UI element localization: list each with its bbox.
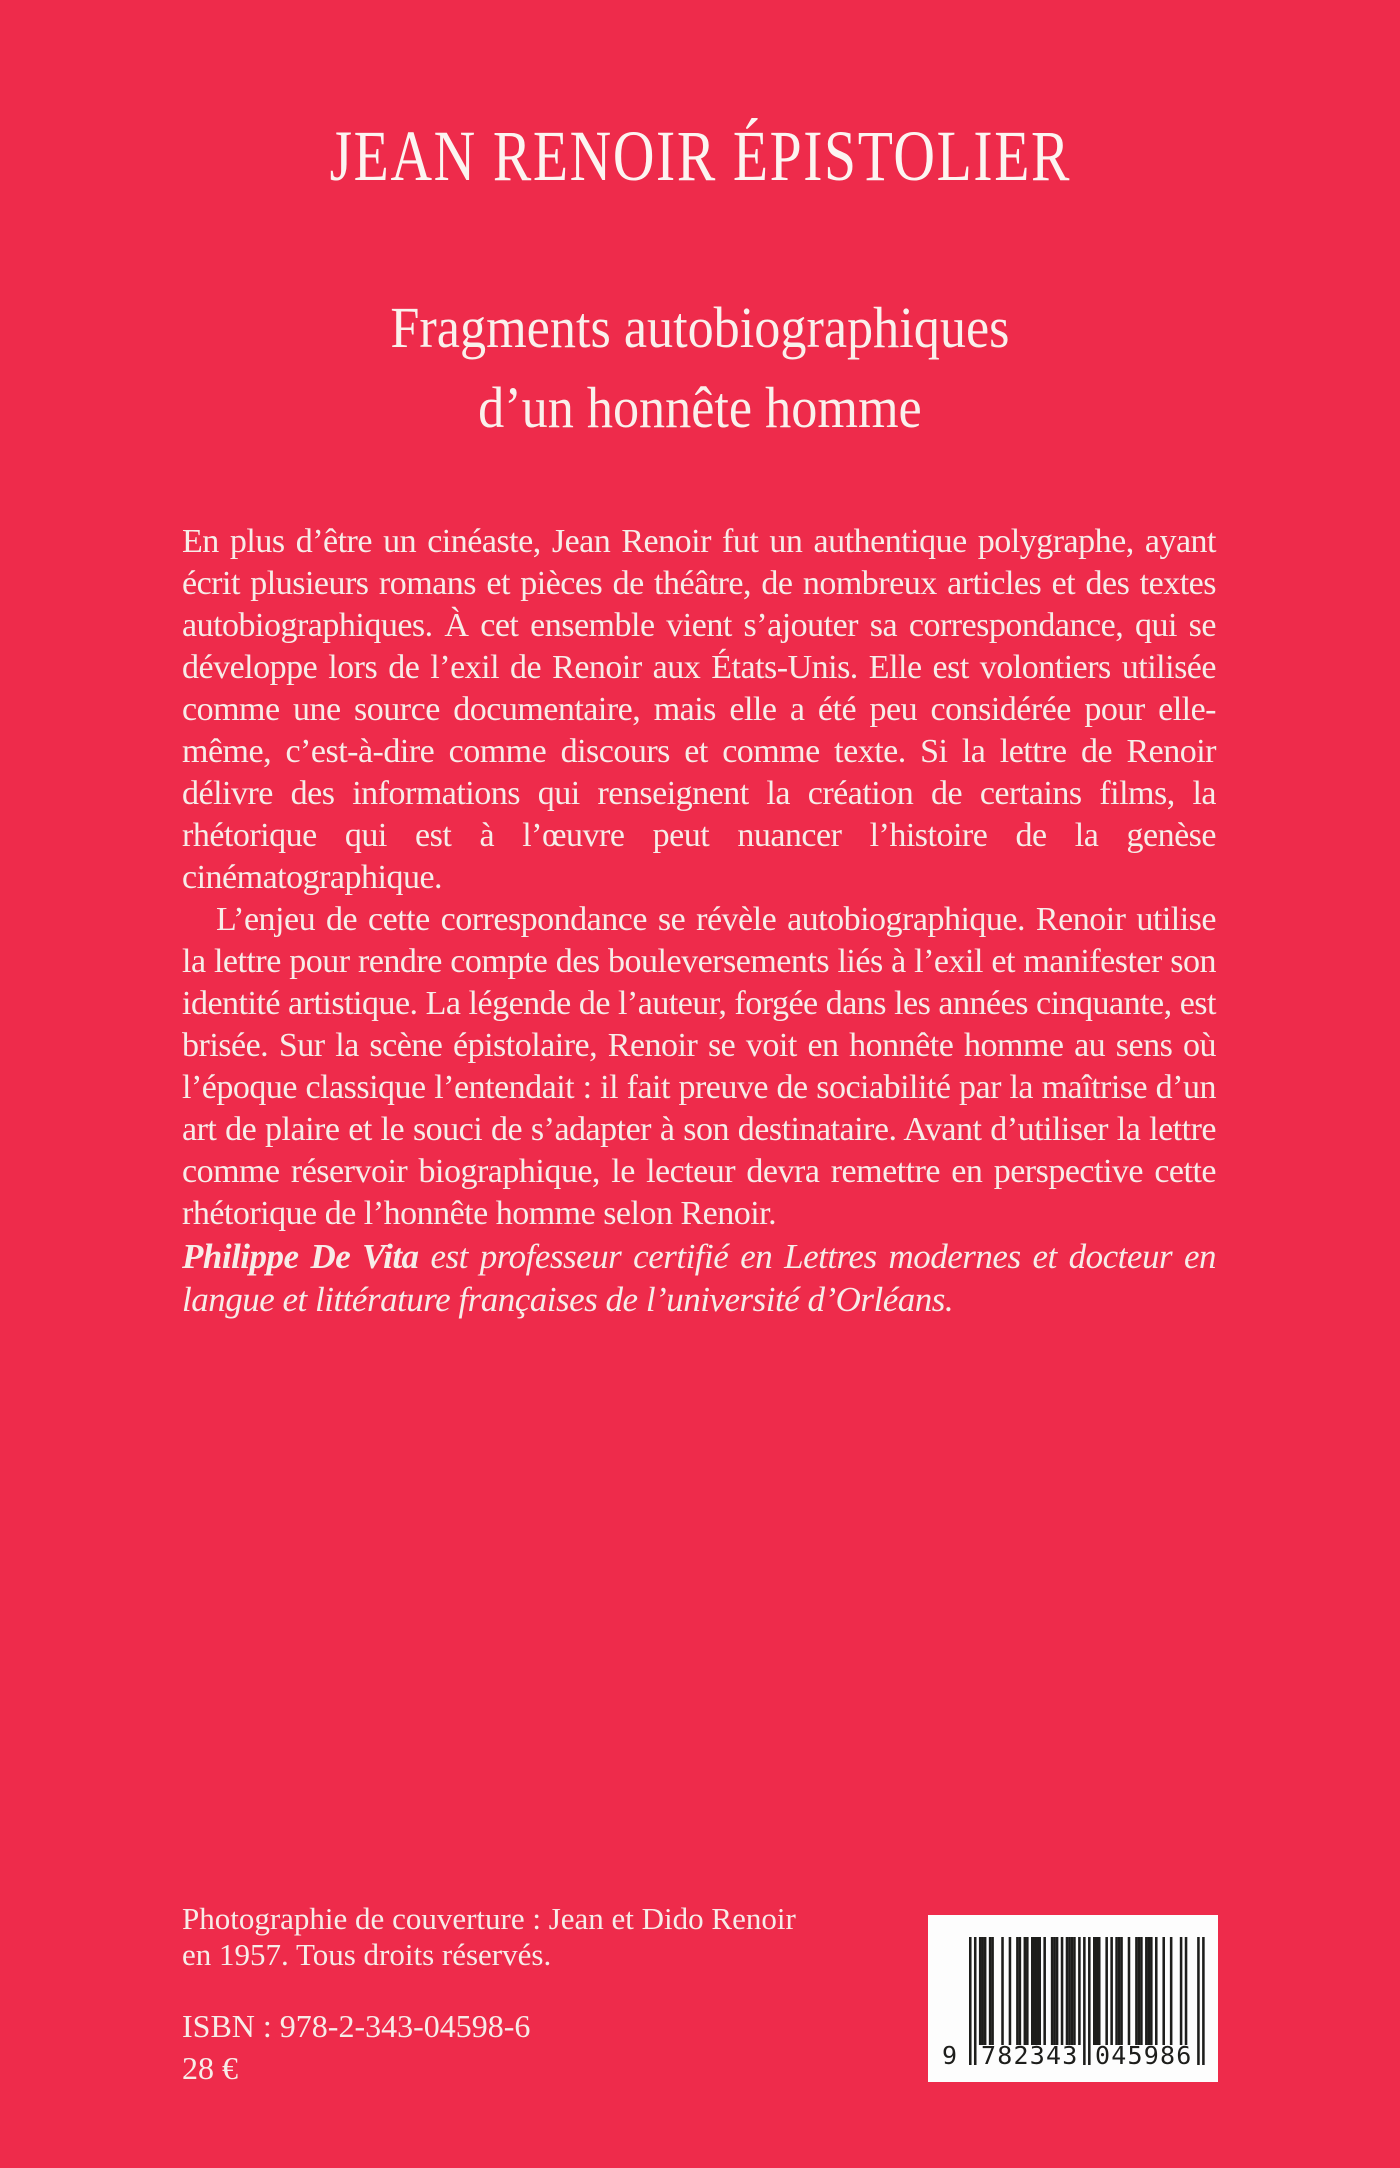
barcode-digits-group-2: 045986 bbox=[1095, 2041, 1193, 2070]
book-subtitle-lines bbox=[390, 288, 1009, 448]
isbn-label: ISBN : 978-2-343-04598-6 bbox=[182, 2008, 531, 2044]
barcode-digits-group-1: 782343 bbox=[981, 2041, 1079, 2070]
photo-credit bbox=[182, 1901, 796, 1973]
barcode-first-digit: 9 bbox=[942, 2041, 959, 2070]
subtitle-line-2: d’un honnête homme bbox=[478, 375, 922, 440]
book-title-text: JEAN RENOIR ÉPISTOLIER bbox=[329, 116, 1071, 196]
author-name: Philippe De Vita bbox=[182, 1237, 419, 1276]
barcode bbox=[928, 1915, 1218, 2082]
synopsis-paragraph-1: En plus d’être un cinéaste, Jean Renoir fut un authentique polygraphe, ayant écrit plusieurs romans et pièces de théâtre, de nombreux articles et des textes autobiographiques. À cet ensemble vient s’ajouter sa correspondance, qui se développe lors de l’exil de Renoir aux États-Unis. Elle est volontiers utilisée comme une source documentaire, mais elle a été peu considérée pour elle-même, c’est-à-dire comme discours et comme texte. Si la lettre de Renoir délivre des informations qui renseignent la création de certains films, la rhétorique qui est à l’œuvre peut nuancer l’histoire de la genèse cinématographique. bbox=[182, 523, 1216, 896]
price-label: 28 € bbox=[182, 2050, 238, 2086]
photo-credit-line-1: Photographie de couverture : Jean et Dido Renoir bbox=[182, 1901, 796, 1936]
author-bio bbox=[182, 1235, 1216, 1321]
synopsis-paragraph-2: L’enjeu de cette correspondance se révèle autobiographique. Renoir utilise la lettre pour rendre compte des bouleversements liés à l’exil et manifester son identité artistique. La légende de l’auteur, forgée dans les années cinquante, est brisée. Sur la scène épistolaire, Renoir se voit en honnête homme au sens où l’époque classique l’entendait : il fait preuve de sociabilité par la maîtrise d’un art de plaire et le souci de s’adapter à son destinataire. Avant d’utiliser la lettre comme réservoir biographique, le lecteur devra remettre en perspective cette rhétorique de l’honnête homme selon Renoir. bbox=[182, 901, 1216, 1232]
synopsis bbox=[182, 521, 1216, 1321]
subtitle-line-1: Fragments autobiographiques bbox=[390, 295, 1010, 360]
photo-credit-line-2: en 1957. Tous droits réservés. bbox=[182, 1937, 552, 1972]
author-bio-text: est professeur certifié en Lettres modernes et docteur en langue et littérature françaises de l’université d’Orléans. bbox=[182, 1237, 1217, 1319]
book-subtitle bbox=[0, 288, 1400, 448]
book-title bbox=[0, 116, 1400, 196]
